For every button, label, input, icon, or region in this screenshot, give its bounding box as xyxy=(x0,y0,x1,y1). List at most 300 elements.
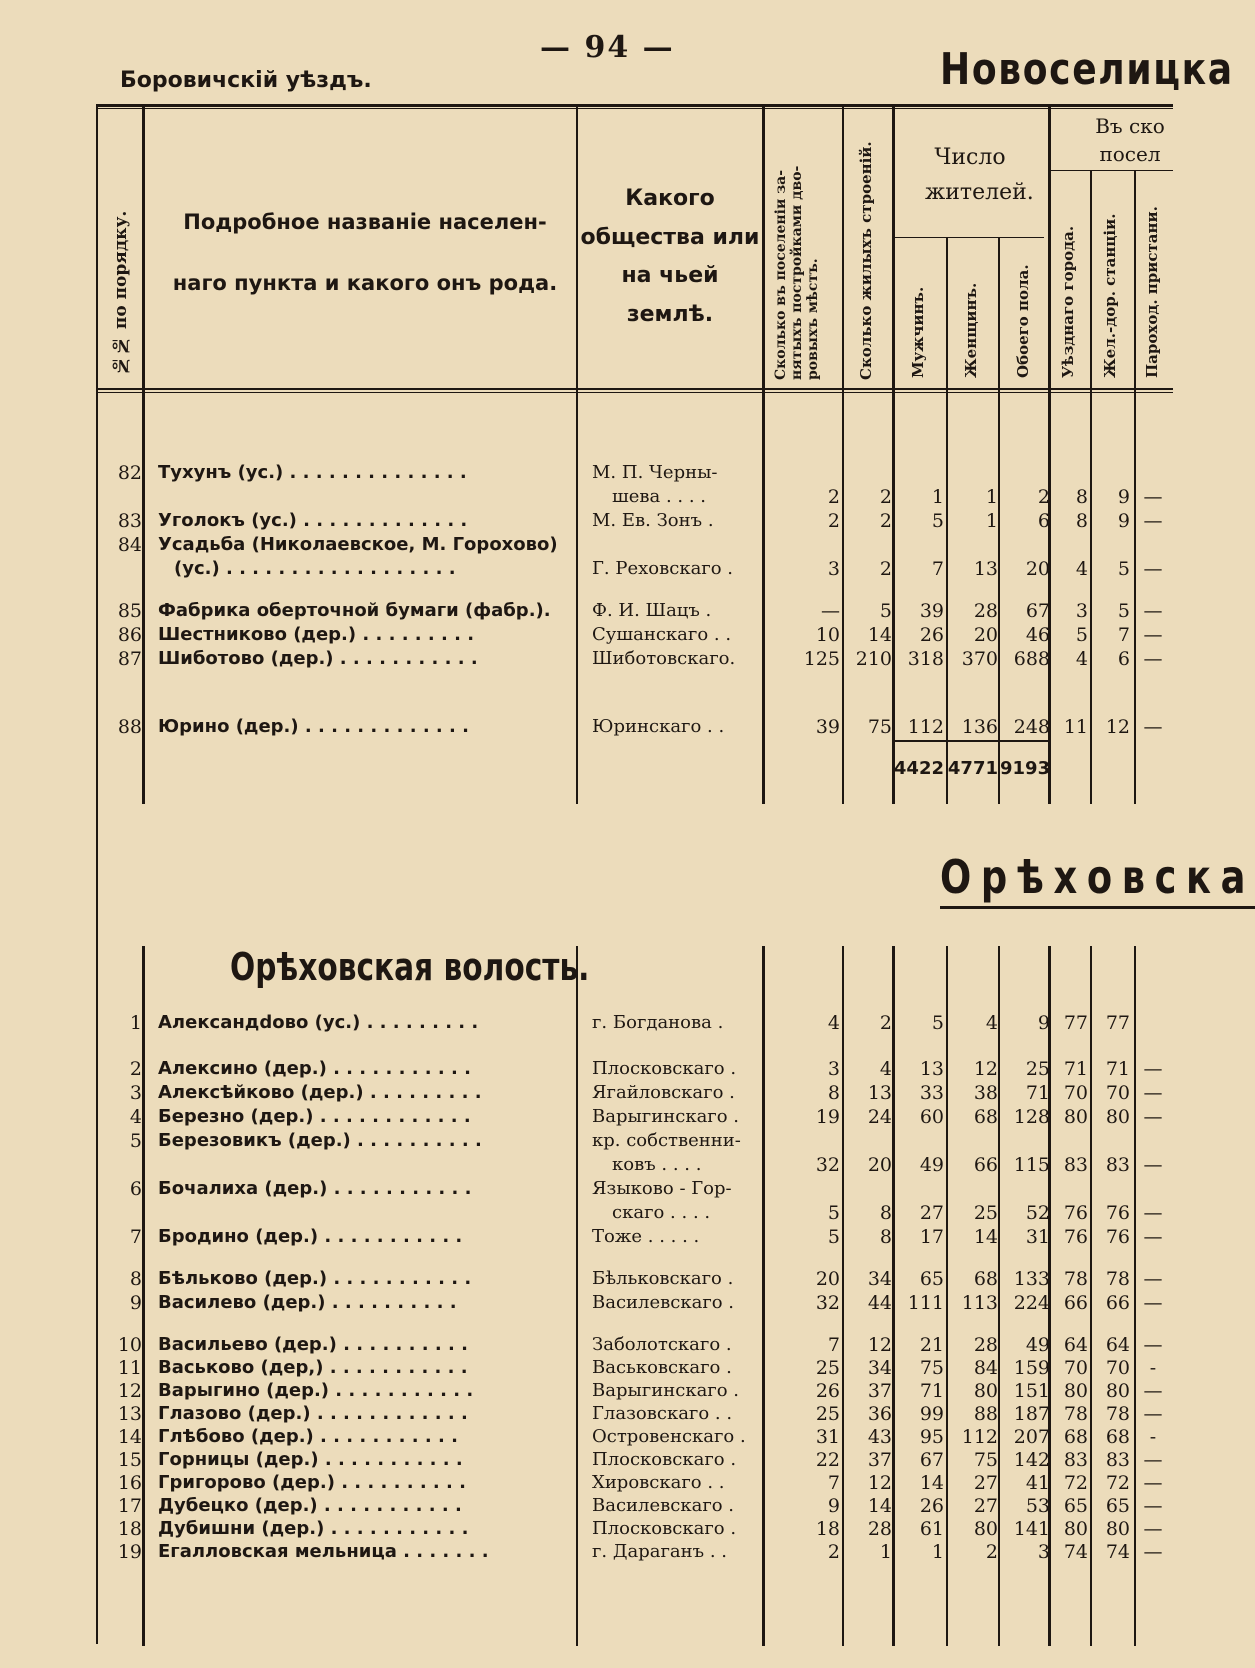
cell-value: 67 xyxy=(919,1449,944,1471)
cell-value: 25 xyxy=(815,1357,840,1379)
cell-value: 1 xyxy=(985,510,998,532)
society: Глазовскаго . . xyxy=(592,1403,733,1424)
cell-value: 75 xyxy=(867,716,892,738)
cell-value: 6 xyxy=(1037,510,1050,532)
row-number: 3 xyxy=(129,1082,142,1104)
row-number: 7 xyxy=(129,1226,142,1248)
society: Варыгинскаго . xyxy=(592,1380,740,1401)
cell-value: 5 xyxy=(1117,600,1130,622)
cell-value: — xyxy=(821,600,840,622)
row-number: 84 xyxy=(117,534,142,556)
cell-value: 88 xyxy=(973,1403,998,1425)
cell-value: 5 xyxy=(827,1202,840,1224)
cell-value: — xyxy=(1143,510,1163,532)
header-residents: Число жителей. xyxy=(925,145,1034,206)
cell-value: 7 xyxy=(931,558,944,580)
cell-value: 71 xyxy=(1025,1082,1050,1104)
society: Ягайловскаго . xyxy=(592,1082,735,1103)
row-number: 14 xyxy=(117,1426,142,1448)
cell-value: 9 xyxy=(827,1495,840,1517)
cell-value: 37 xyxy=(867,1449,892,1471)
society: Хировскаго . . xyxy=(592,1472,725,1493)
cell-value: 75 xyxy=(919,1357,944,1379)
place-name: Тухунъ (ус.) . . . . . . . . . . . . . . xyxy=(158,462,467,483)
cell-value: - xyxy=(1149,1357,1157,1379)
page-number: — 94 — xyxy=(540,30,675,65)
row-number: 5 xyxy=(129,1130,142,1152)
cell-value: 26 xyxy=(919,624,944,646)
cell-value: — xyxy=(1143,1082,1163,1104)
row-number: 11 xyxy=(117,1357,142,1379)
cell-value: 3 xyxy=(827,1058,840,1080)
cell-value: 4 xyxy=(1075,648,1088,670)
cell-value: 112 xyxy=(961,1426,998,1448)
cell-value: 2 xyxy=(879,558,892,580)
cell-value: 1 xyxy=(931,486,944,508)
cell-value: - xyxy=(1149,1426,1157,1448)
society: Тоже . . . . . xyxy=(592,1226,700,1247)
place-name: Варыгино (дер.) . . . . . . . . . . . xyxy=(158,1380,474,1401)
society: Варыгинскаго . xyxy=(592,1106,740,1127)
cell-value: 5 xyxy=(827,1226,840,1248)
cell-value: 37 xyxy=(867,1380,892,1402)
row-number: 16 xyxy=(117,1472,142,1494)
cell-value: 60 xyxy=(919,1106,944,1128)
cell-value: 80 xyxy=(1063,1380,1088,1402)
header-households: Сколько въ поселеніи за- нятыхъ постройками дво- ровыхъ мѣстъ. xyxy=(773,165,822,380)
cell-value: 19 xyxy=(815,1106,840,1128)
header-both: Обоего пола. xyxy=(1014,264,1032,378)
society: Языково - Гор- xyxy=(592,1178,732,1199)
society: Заболотскаго . xyxy=(592,1334,732,1355)
cell-value: 26 xyxy=(919,1495,944,1517)
cell-value: 10 xyxy=(815,624,840,646)
cell-value: 125 xyxy=(803,648,840,670)
cell-value: 66 xyxy=(1063,1292,1088,1314)
cell-value: 9 xyxy=(1037,1012,1050,1034)
volost-heading-top: Новоселицка xyxy=(940,44,1234,95)
cell-value: — xyxy=(1143,1268,1163,1290)
society: Василевскаго . xyxy=(592,1495,735,1516)
cell-value: 68 xyxy=(1105,1426,1130,1448)
cell-value: 18 xyxy=(815,1518,840,1540)
cell-value: 112 xyxy=(907,716,944,738)
cell-value: 370 xyxy=(961,648,998,670)
cell-value: 80 xyxy=(1105,1106,1130,1128)
cell-value: 8 xyxy=(1075,486,1088,508)
cell-value: — xyxy=(1143,1449,1163,1471)
society: Плосковскаго . xyxy=(592,1449,737,1470)
place-name: Бродино (дер.) . . . . . . . . . . . xyxy=(158,1226,463,1247)
header-rail: Жел.-дор. станціи. xyxy=(1101,213,1119,378)
cell-value: 27 xyxy=(973,1495,998,1517)
cell-value: 20 xyxy=(1025,558,1050,580)
cell-value: 318 xyxy=(907,648,944,670)
cell-value: 27 xyxy=(973,1472,998,1494)
cell-value: 25 xyxy=(973,1202,998,1224)
cell-value: 207 xyxy=(1013,1426,1050,1448)
cell-value: 2 xyxy=(985,1541,998,1563)
row-number: 83 xyxy=(117,510,142,532)
cell-value: 2 xyxy=(879,1012,892,1034)
cell-value: 43 xyxy=(867,1426,892,1448)
cell-value: 7 xyxy=(1117,624,1130,646)
place-name: Юрино (дер.) . . . . . . . . . . . . . xyxy=(158,716,469,737)
place-name: Шестниково (дер.) . . . . . . . . . xyxy=(158,624,475,645)
society: М. П. Черны- xyxy=(592,462,718,483)
cell-value: 113 xyxy=(961,1292,998,1314)
cell-value: 1 xyxy=(879,1541,892,1563)
row-number: 19 xyxy=(117,1541,142,1563)
cell-value: 8 xyxy=(1075,510,1088,532)
cell-value: — xyxy=(1143,1380,1163,1402)
society: Юринскаго . . xyxy=(592,716,725,737)
society: Василевскаго . xyxy=(592,1292,735,1313)
cell-value: 3 xyxy=(1075,600,1088,622)
society: Плосковскаго . xyxy=(592,1518,737,1539)
cell-value: 80 xyxy=(1063,1106,1088,1128)
cell-value: 159 xyxy=(1013,1357,1050,1379)
cell-value: 111 xyxy=(907,1292,944,1314)
cell-value: 21 xyxy=(919,1334,944,1356)
cell-value: 77 xyxy=(1105,1012,1130,1034)
cell-value: 70 xyxy=(1105,1082,1130,1104)
cell-value: 83 xyxy=(1063,1449,1088,1471)
cell-value: 14 xyxy=(919,1472,944,1494)
cell-value: — xyxy=(1143,624,1163,646)
cell-value: 187 xyxy=(1013,1403,1050,1425)
cell-value: 14 xyxy=(867,1495,892,1517)
cell-value: 17 xyxy=(919,1226,944,1248)
district-title: Боровичскій уѣздъ. xyxy=(120,68,372,93)
header-order-number: №№ по порядку. xyxy=(111,210,131,375)
cell-value: 26 xyxy=(815,1380,840,1402)
cell-value: 22 xyxy=(815,1449,840,1471)
place-name: Фабрика оберточной бумаги (фабр.). xyxy=(158,600,551,621)
cell-value: 1 xyxy=(985,486,998,508)
place-name: Григорово (дер.) . . . . . . . . . . xyxy=(158,1472,466,1493)
cell-value: 78 xyxy=(1105,1268,1130,1290)
cell-value: 75 xyxy=(973,1449,998,1471)
row-number: 13 xyxy=(117,1403,142,1425)
row-number: 12 xyxy=(117,1380,142,1402)
cell-value: 12 xyxy=(973,1058,998,1080)
cell-value: 41 xyxy=(1025,1472,1050,1494)
cell-value: 2 xyxy=(827,510,840,532)
society: г. Богданова . xyxy=(592,1012,724,1033)
cell-value: 84 xyxy=(973,1357,998,1379)
society: скаго . . . . xyxy=(612,1202,711,1223)
row-number: 15 xyxy=(117,1449,142,1471)
cell-value: 12 xyxy=(867,1472,892,1494)
header-male: Мужчинъ. xyxy=(909,286,927,378)
cell-value: 8 xyxy=(879,1226,892,1248)
cell-value: 34 xyxy=(867,1268,892,1290)
cell-value: 13 xyxy=(919,1058,944,1080)
cell-value: 14 xyxy=(867,624,892,646)
cell-value: 70 xyxy=(1105,1357,1130,1379)
cell-value: — xyxy=(1143,1403,1163,1425)
cell-value: 224 xyxy=(1013,1292,1050,1314)
cell-value: 20 xyxy=(867,1154,892,1176)
cell-value: 78 xyxy=(1105,1403,1130,1425)
cell-value: 83 xyxy=(1063,1154,1088,1176)
cell-value: 66 xyxy=(1105,1292,1130,1314)
cell-value: 38 xyxy=(973,1082,998,1104)
place-name: Бѣльково (дер.) . . . . . . . . . . . xyxy=(158,1268,472,1289)
header-distance-group: Въ ско посел xyxy=(1095,114,1165,166)
place-name: Алексѣйково (дер.) . . . . . . . . . xyxy=(158,1082,482,1103)
society: кр. собственни- xyxy=(592,1130,741,1151)
cell-value: 31 xyxy=(1025,1226,1050,1248)
society: Шиботовскаго. xyxy=(592,648,736,669)
cell-value: 2 xyxy=(879,486,892,508)
cell-value: 4 xyxy=(1075,558,1088,580)
cell-value: 77 xyxy=(1063,1012,1088,1034)
cell-value: 5 xyxy=(1075,624,1088,646)
cell-value: 66 xyxy=(973,1154,998,1176)
cell-value: 72 xyxy=(1063,1472,1088,1494)
header-pier: Пароход. пристани. xyxy=(1143,206,1161,378)
cell-value: — xyxy=(1143,558,1163,580)
cell-value: 76 xyxy=(1105,1202,1130,1224)
place-name: Уголокъ (ус.) . . . . . . . . . . . . . xyxy=(158,510,468,531)
cell-value: 32 xyxy=(815,1292,840,1314)
cell-value: 39 xyxy=(815,716,840,738)
row-number: 82 xyxy=(117,462,142,484)
cell-value: 2 xyxy=(1037,486,1050,508)
place-name: Дубецко (дер.) . . . . . . . . . . . xyxy=(158,1495,462,1516)
cell-value: 133 xyxy=(1013,1268,1050,1290)
cell-value: — xyxy=(1143,1495,1163,1517)
society: Васьковскаго . xyxy=(592,1357,732,1378)
society: ковъ . . . . xyxy=(612,1154,702,1175)
cell-value: 49 xyxy=(1025,1334,1050,1356)
row-number: 10 xyxy=(117,1334,142,1356)
cell-value: 70 xyxy=(1063,1082,1088,1104)
cell-value: 65 xyxy=(1063,1495,1088,1517)
cell-value: — xyxy=(1143,1292,1163,1314)
cell-value: 61 xyxy=(919,1518,944,1540)
society: г. Дараганъ . . xyxy=(592,1541,727,1562)
cell-value: 24 xyxy=(867,1106,892,1128)
cell-value: 80 xyxy=(973,1518,998,1540)
cell-value: — xyxy=(1143,1058,1163,1080)
cell-value: 136 xyxy=(961,716,998,738)
header-buildings: Сколько жилыхъ строеній. xyxy=(857,141,875,380)
place-name: Егалловская мельница . . . . . . . xyxy=(158,1541,489,1562)
header-female: Женщинъ. xyxy=(962,282,980,378)
cell-value: 95 xyxy=(919,1426,944,1448)
cell-value: 27 xyxy=(919,1202,944,1224)
place-name: Васьково (дер,) . . . . . . . . . . . xyxy=(158,1357,468,1378)
cell-value: — xyxy=(1143,1518,1163,1540)
cell-value: 5 xyxy=(1117,558,1130,580)
cell-value: — xyxy=(1143,648,1163,670)
section-title: Орѣховская волость. xyxy=(230,945,590,989)
cell-value: 71 xyxy=(1063,1058,1088,1080)
row-number: 1 xyxy=(129,1012,142,1034)
row-number: 4 xyxy=(129,1106,142,1128)
total-male: 4422 xyxy=(893,758,944,779)
society: Плосковскаго . xyxy=(592,1058,737,1079)
cell-value: 2 xyxy=(827,1541,840,1563)
row-number: 87 xyxy=(117,648,142,670)
cell-value: 5 xyxy=(931,510,944,532)
cell-value: 80 xyxy=(1063,1518,1088,1540)
cell-value: 78 xyxy=(1063,1403,1088,1425)
cell-value: 9 xyxy=(1117,510,1130,532)
cell-value: 5 xyxy=(931,1012,944,1034)
header-society: Какого общества или на чьей землѣ. xyxy=(580,186,760,327)
cell-value: 142 xyxy=(1013,1449,1050,1471)
total-both: 9193 xyxy=(1000,758,1051,779)
cell-value: 53 xyxy=(1025,1495,1050,1517)
cell-value: 36 xyxy=(867,1403,892,1425)
row-number: 86 xyxy=(117,624,142,646)
cell-value: 25 xyxy=(1025,1058,1050,1080)
place-name: Березовикъ (дер.) . . . . . . . . . . xyxy=(158,1130,482,1151)
cell-value: 49 xyxy=(919,1154,944,1176)
cell-value: 13 xyxy=(973,558,998,580)
row-number: 9 xyxy=(129,1292,142,1314)
cell-value: 67 xyxy=(1025,600,1050,622)
place-name: Горницы (дер.) . . . . . . . . . . . xyxy=(158,1449,463,1470)
cell-value: 8 xyxy=(827,1082,840,1104)
cell-value: 71 xyxy=(919,1380,944,1402)
cell-value: — xyxy=(1143,1472,1163,1494)
cell-value: 80 xyxy=(1105,1380,1130,1402)
row-number: 17 xyxy=(117,1495,142,1517)
cell-value: — xyxy=(1143,1202,1163,1224)
cell-value: 74 xyxy=(1105,1541,1130,1563)
cell-value: 31 xyxy=(815,1426,840,1448)
society: Ф. И. Шацъ . xyxy=(592,600,712,621)
cell-value: 8 xyxy=(879,1202,892,1224)
cell-value: 115 xyxy=(1013,1154,1050,1176)
place-name: Усадьба (Николаевское, М. Горохово) xyxy=(158,534,558,555)
cell-value: 20 xyxy=(973,624,998,646)
society: М. Ев. Зонъ . xyxy=(592,510,714,531)
cell-value: 2 xyxy=(879,510,892,532)
place-name: Васильево (дер.) . . . . . . . . . . xyxy=(158,1334,468,1355)
place-name: Дубишни (дер.) . . . . . . . . . . . xyxy=(158,1518,469,1539)
cell-value: — xyxy=(1143,1226,1163,1248)
cell-value: 3 xyxy=(827,558,840,580)
cell-value: 1 xyxy=(931,1541,944,1563)
cell-value: 32 xyxy=(815,1154,840,1176)
cell-value: 65 xyxy=(1105,1495,1130,1517)
cell-value: 44 xyxy=(867,1292,892,1314)
cell-value: 128 xyxy=(1013,1106,1050,1128)
cell-value: 33 xyxy=(919,1082,944,1104)
cell-value: 64 xyxy=(1063,1334,1088,1356)
cell-value: 70 xyxy=(1063,1357,1088,1379)
cell-value: — xyxy=(1143,1334,1163,1356)
cell-value: 210 xyxy=(855,648,892,670)
cell-value: 2 xyxy=(827,486,840,508)
cell-value: 74 xyxy=(1063,1541,1088,1563)
cell-value: 52 xyxy=(1025,1202,1050,1224)
cell-value: 83 xyxy=(1105,1449,1130,1471)
cell-value: 248 xyxy=(1013,716,1050,738)
cell-value: 68 xyxy=(973,1106,998,1128)
cell-value: 7 xyxy=(827,1334,840,1356)
cell-value: 9 xyxy=(1117,486,1130,508)
total-female: 4771 xyxy=(947,758,998,779)
cell-value: 141 xyxy=(1013,1518,1050,1540)
place-name: Глазово (дер.) . . . . . . . . . . . . xyxy=(158,1403,468,1424)
society: шева . . . . xyxy=(612,486,707,507)
cell-value: 11 xyxy=(1063,716,1088,738)
cell-value: — xyxy=(1143,600,1163,622)
cell-value: 25 xyxy=(815,1403,840,1425)
cell-value: — xyxy=(1143,1106,1163,1128)
place-name: Березно (дер.) . . . . . . . . . . . . xyxy=(158,1106,471,1127)
cell-value: — xyxy=(1143,486,1163,508)
cell-value: 80 xyxy=(1105,1518,1130,1540)
cell-value: 76 xyxy=(1063,1202,1088,1224)
cell-value: 68 xyxy=(973,1268,998,1290)
cell-value: 68 xyxy=(1063,1426,1088,1448)
cell-value: — xyxy=(1143,716,1163,738)
cell-value: 83 xyxy=(1105,1154,1130,1176)
cell-value: 3 xyxy=(1037,1541,1050,1563)
cell-value: 34 xyxy=(867,1357,892,1379)
cell-value: 76 xyxy=(1105,1226,1130,1248)
cell-value: 12 xyxy=(1105,716,1130,738)
cell-value: 78 xyxy=(1063,1268,1088,1290)
place-name: Глѣбово (дер.) . . . . . . . . . . . xyxy=(158,1426,458,1447)
place-name: (ус.) . . . . . . . . . . . . . . . . . . xyxy=(174,558,456,579)
row-number: 88 xyxy=(117,716,142,738)
society: Бѣльковскаго . xyxy=(592,1268,734,1289)
cell-value: — xyxy=(1143,1541,1163,1563)
row-number: 85 xyxy=(117,600,142,622)
cell-value: 99 xyxy=(919,1403,944,1425)
cell-value: 4 xyxy=(879,1058,892,1080)
cell-value: 76 xyxy=(1063,1226,1088,1248)
society: Г. Реховскаго . xyxy=(592,558,734,579)
place-name: Бочалиха (дер.) . . . . . . . . . . . xyxy=(158,1178,472,1199)
cell-value: 688 xyxy=(1013,648,1050,670)
place-name: Василево (дер.) . . . . . . . . . . xyxy=(158,1292,457,1313)
cell-value: 14 xyxy=(973,1226,998,1248)
cell-value: 28 xyxy=(973,600,998,622)
cell-value: 7 xyxy=(827,1472,840,1494)
cell-value: 72 xyxy=(1105,1472,1130,1494)
place-name: Шиботово (дер.) . . . . . . . . . . . xyxy=(158,648,478,669)
cell-value: 6 xyxy=(1117,648,1130,670)
cell-value: 5 xyxy=(879,600,892,622)
row-number: 2 xyxy=(129,1058,142,1080)
cell-value: — xyxy=(1143,1154,1163,1176)
cell-value: 20 xyxy=(815,1268,840,1290)
place-name: Александdово (ус.) . . . . . . . . . xyxy=(158,1012,479,1033)
cell-value: 28 xyxy=(867,1518,892,1540)
place-name: Алексино (дер.) . . . . . . . . . . . xyxy=(158,1058,471,1079)
cell-value: 28 xyxy=(973,1334,998,1356)
cell-value: 64 xyxy=(1105,1334,1130,1356)
cell-value: 46 xyxy=(1025,624,1050,646)
cell-value: 4 xyxy=(827,1012,840,1034)
cell-value: 65 xyxy=(919,1268,944,1290)
row-number: 18 xyxy=(117,1518,142,1540)
society: Островенскаго . xyxy=(592,1426,746,1447)
row-number: 6 xyxy=(129,1178,142,1200)
cell-value: 12 xyxy=(867,1334,892,1356)
cell-value: 13 xyxy=(867,1082,892,1104)
